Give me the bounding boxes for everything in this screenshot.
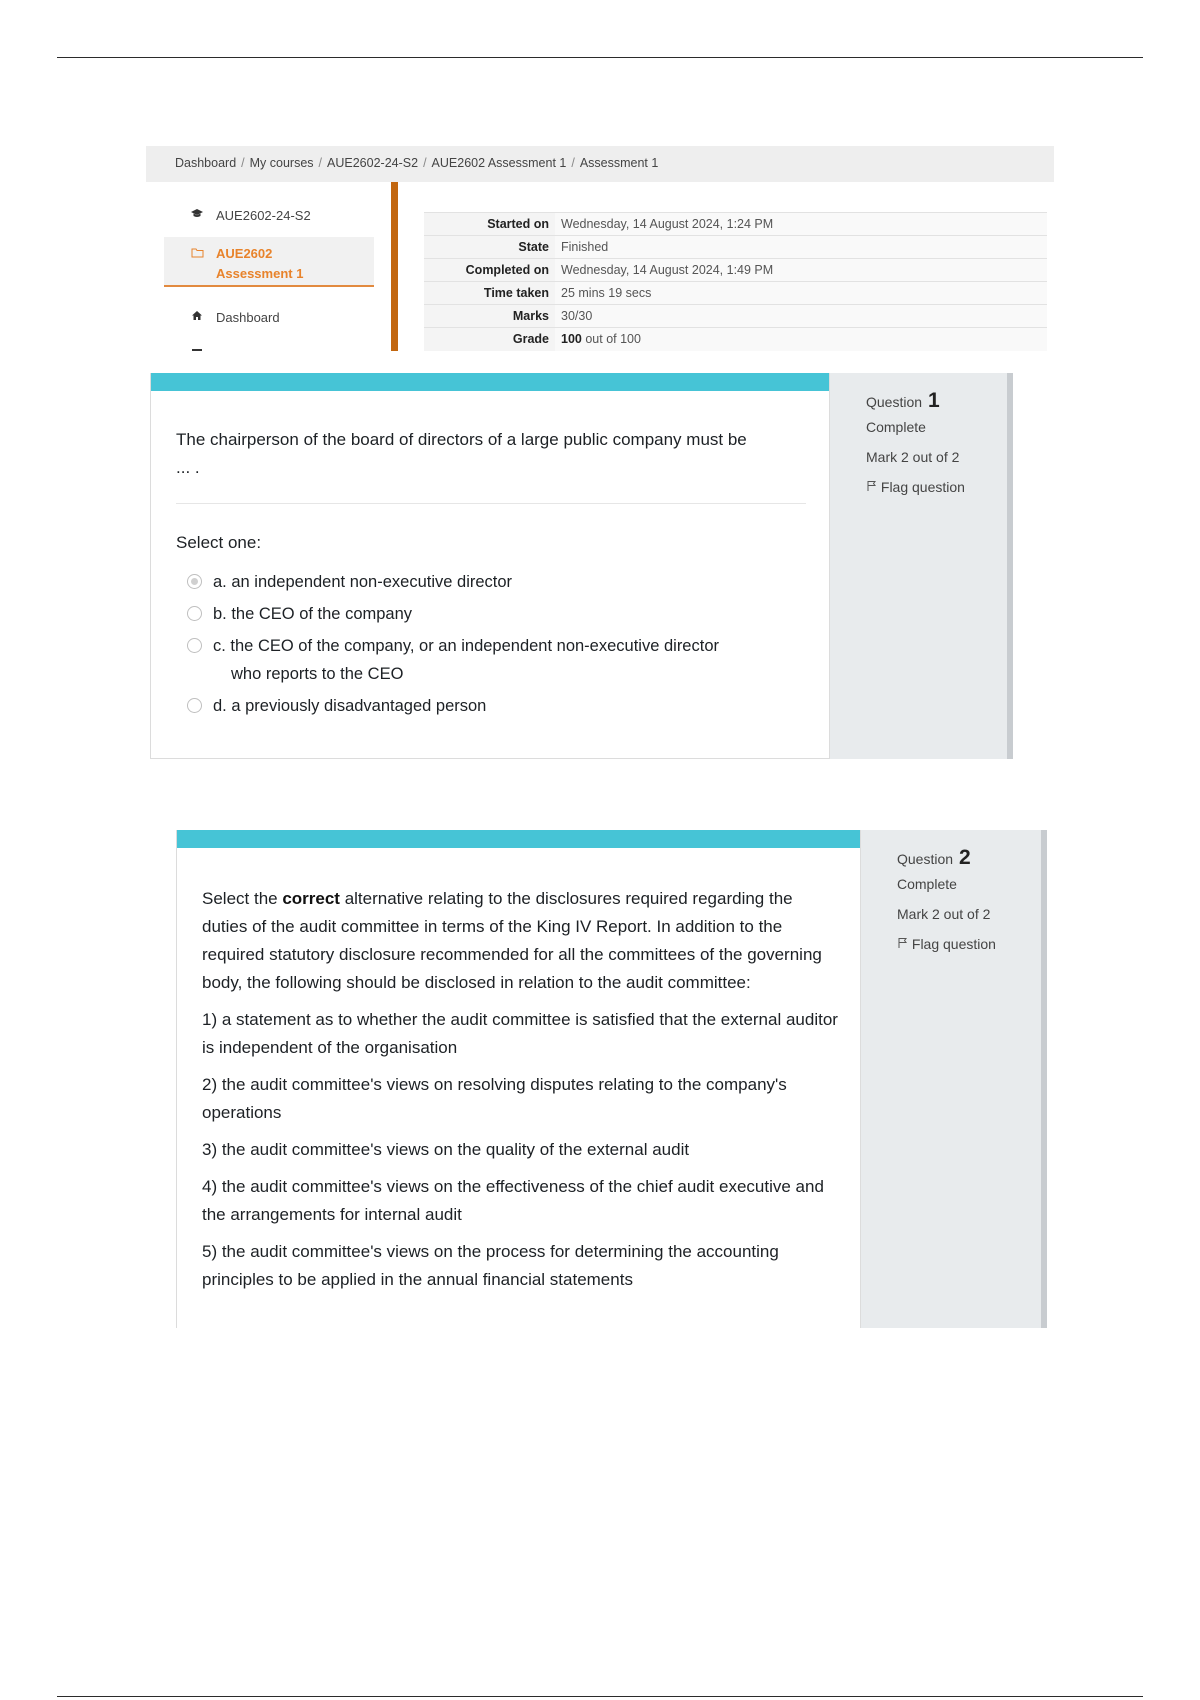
breadcrumb-dashboard[interactable]: Dashboard: [175, 156, 237, 170]
question-1-mark: Mark 2 out of 2: [866, 449, 960, 465]
nav-item-course-label: AUE2602-24-S2: [216, 208, 311, 223]
intro-text: alternative relating to the disclosures required regarding the duties of the audit committee in terms of the King IV Report. In addition to the required statutory disclosure recommended for all the committees of the governing body, the following should be disclosed in relation to the audit committee:: [202, 889, 822, 992]
summary-row-marks: [424, 305, 1047, 328]
nav-item-dashboard-label: Dashboard: [216, 310, 280, 325]
nav-item-assessment-label-2: Assessment 1: [216, 266, 304, 281]
nav-drawer-border: [391, 182, 398, 351]
question-1-text-line-1: The chairperson of the board of directors of a large public company must be: [176, 430, 747, 449]
grade-suffix: out of 100: [585, 332, 641, 347]
question-1-info: [830, 373, 1013, 759]
home-icon: [186, 310, 208, 324]
breadcrumb-assessment[interactable]: Assessment 1: [579, 156, 659, 170]
answer-radio-a[interactable]: [187, 574, 202, 589]
answer-option-c-label-cont: who reports to the CEO: [231, 665, 404, 683]
answer-option-d-label: d. a previously disadvantaged person: [213, 697, 487, 715]
statement-item: 4) the audit committee's views on the effectiveness of the chief audit executive and the arrangements for internal audit: [202, 1177, 824, 1224]
summary-row-started: [424, 213, 1047, 236]
intro-emphasis: correct: [282, 889, 340, 908]
answer-radio-c[interactable]: [187, 638, 202, 653]
flag-question-button[interactable]: [866, 479, 1007, 509]
answer-option-c-label: c. the CEO of the company, or an independent non-executive director: [213, 637, 719, 655]
flag-icon: [866, 479, 877, 495]
question-1-answers: [187, 568, 807, 724]
breadcrumb-assessment-section[interactable]: AUE2602 Assessment 1: [431, 156, 567, 170]
answer-radio-b[interactable]: [187, 606, 202, 621]
answer-option-b[interactable]: [187, 600, 807, 628]
statement-item: 5) the audit committee's views on the process for determining the accounting principles to be applied in the annual financial statements: [202, 1242, 779, 1289]
breadcrumb: Dashboard / My courses / AUE2602-24-S2 / AUE2602 Assessment 1 / Assessment 1: [146, 146, 1054, 182]
summary-label: Completed on: [424, 259, 555, 282]
question-2-content: [176, 830, 861, 1328]
flag-icon: [897, 936, 908, 952]
question-label: Question: [866, 394, 923, 410]
summary-value: [555, 328, 1047, 351]
summary-label: State: [424, 236, 555, 259]
page-top-rule: [57, 57, 1143, 58]
summary-value: Wednesday, 14 August 2024, 1:24 PM: [555, 213, 1047, 236]
statement-item: 2) the audit committee's views on resolving disputes relating to the company's operations: [202, 1075, 787, 1122]
question-1-prompt: Select one:: [176, 533, 262, 552]
summary-label: Started on: [424, 213, 555, 236]
attempt-summary-table: [424, 212, 1047, 351]
question-2-top-bar: [177, 830, 860, 848]
question-1-status: Complete: [866, 419, 926, 435]
question-1: [150, 373, 1013, 759]
page-bottom-rule: [57, 1696, 1143, 1697]
summary-row-state: [424, 236, 1047, 259]
answer-option-a-label: a. an independent non-executive director: [213, 573, 513, 591]
question-1-top-bar: [151, 373, 829, 391]
flag-question-label: Flag question: [880, 479, 965, 495]
answer-option-d[interactable]: [187, 692, 807, 720]
summary-value: 25 mins 19 secs: [555, 282, 1047, 305]
summary-label: Grade: [424, 328, 555, 351]
calendar-icon: [186, 346, 208, 351]
summary-row-grade: [424, 328, 1047, 351]
folder-icon: [186, 244, 208, 264]
question-1-content: [150, 373, 830, 759]
summary-row-time-taken: [424, 282, 1047, 305]
breadcrumb-course[interactable]: AUE2602-24-S2: [327, 156, 419, 170]
question-2-number: [897, 846, 1041, 876]
summary-value: 30/30: [555, 305, 1047, 328]
grade-value: 100: [561, 332, 582, 347]
question-number: 1: [927, 389, 940, 412]
flag-question-label: Flag question: [911, 936, 996, 952]
nav-item-assessment-label-1: AUE2602: [216, 246, 273, 261]
question-1-number: [866, 389, 1007, 419]
question-1-text: [176, 426, 821, 482]
question-1-divider: [176, 503, 806, 504]
question-1-text-line-2: ... .: [176, 458, 200, 477]
statement-item: 3) the audit committee's views on the quality of the external audit: [202, 1140, 690, 1159]
answer-option-a[interactable]: [187, 568, 807, 596]
summary-label: Marks: [424, 305, 555, 328]
nav-item-course[interactable]: [164, 208, 374, 223]
question-label: Question: [897, 851, 954, 867]
question-2-status: Complete: [897, 876, 957, 892]
intro-text: Select the: [202, 889, 283, 908]
question-2-info: [861, 830, 1047, 1328]
nav-item-cutoff: [164, 346, 374, 351]
flag-question-button[interactable]: [897, 936, 1041, 966]
answer-radio-d[interactable]: [187, 698, 202, 713]
answer-option-b-label: b. the CEO of the company: [213, 605, 413, 623]
attempt-summary-screenshot: [146, 146, 1054, 351]
answer-option-c[interactable]: [187, 632, 807, 688]
graduation-cap-icon: [186, 208, 208, 222]
nav-item-dashboard[interactable]: [164, 310, 374, 325]
question-2-intro: [202, 885, 842, 997]
nav-item-assessment[interactable]: [164, 237, 374, 287]
summary-value: Wednesday, 14 August 2024, 1:49 PM: [555, 259, 1047, 282]
summary-row-completed: [424, 259, 1047, 282]
question-2-text: [202, 885, 842, 1303]
summary-value: Finished: [555, 236, 1047, 259]
question-2-mark: Mark 2 out of 2: [897, 906, 991, 922]
statement-item: 1) a statement as to whether the audit committee is satisfied that the external auditor is independent of the organisation: [202, 1010, 838, 1057]
question-number: 2: [958, 846, 971, 869]
breadcrumb-my-courses[interactable]: My courses: [249, 156, 314, 170]
question-2: [176, 830, 1047, 1328]
summary-label: Time taken: [424, 282, 555, 305]
